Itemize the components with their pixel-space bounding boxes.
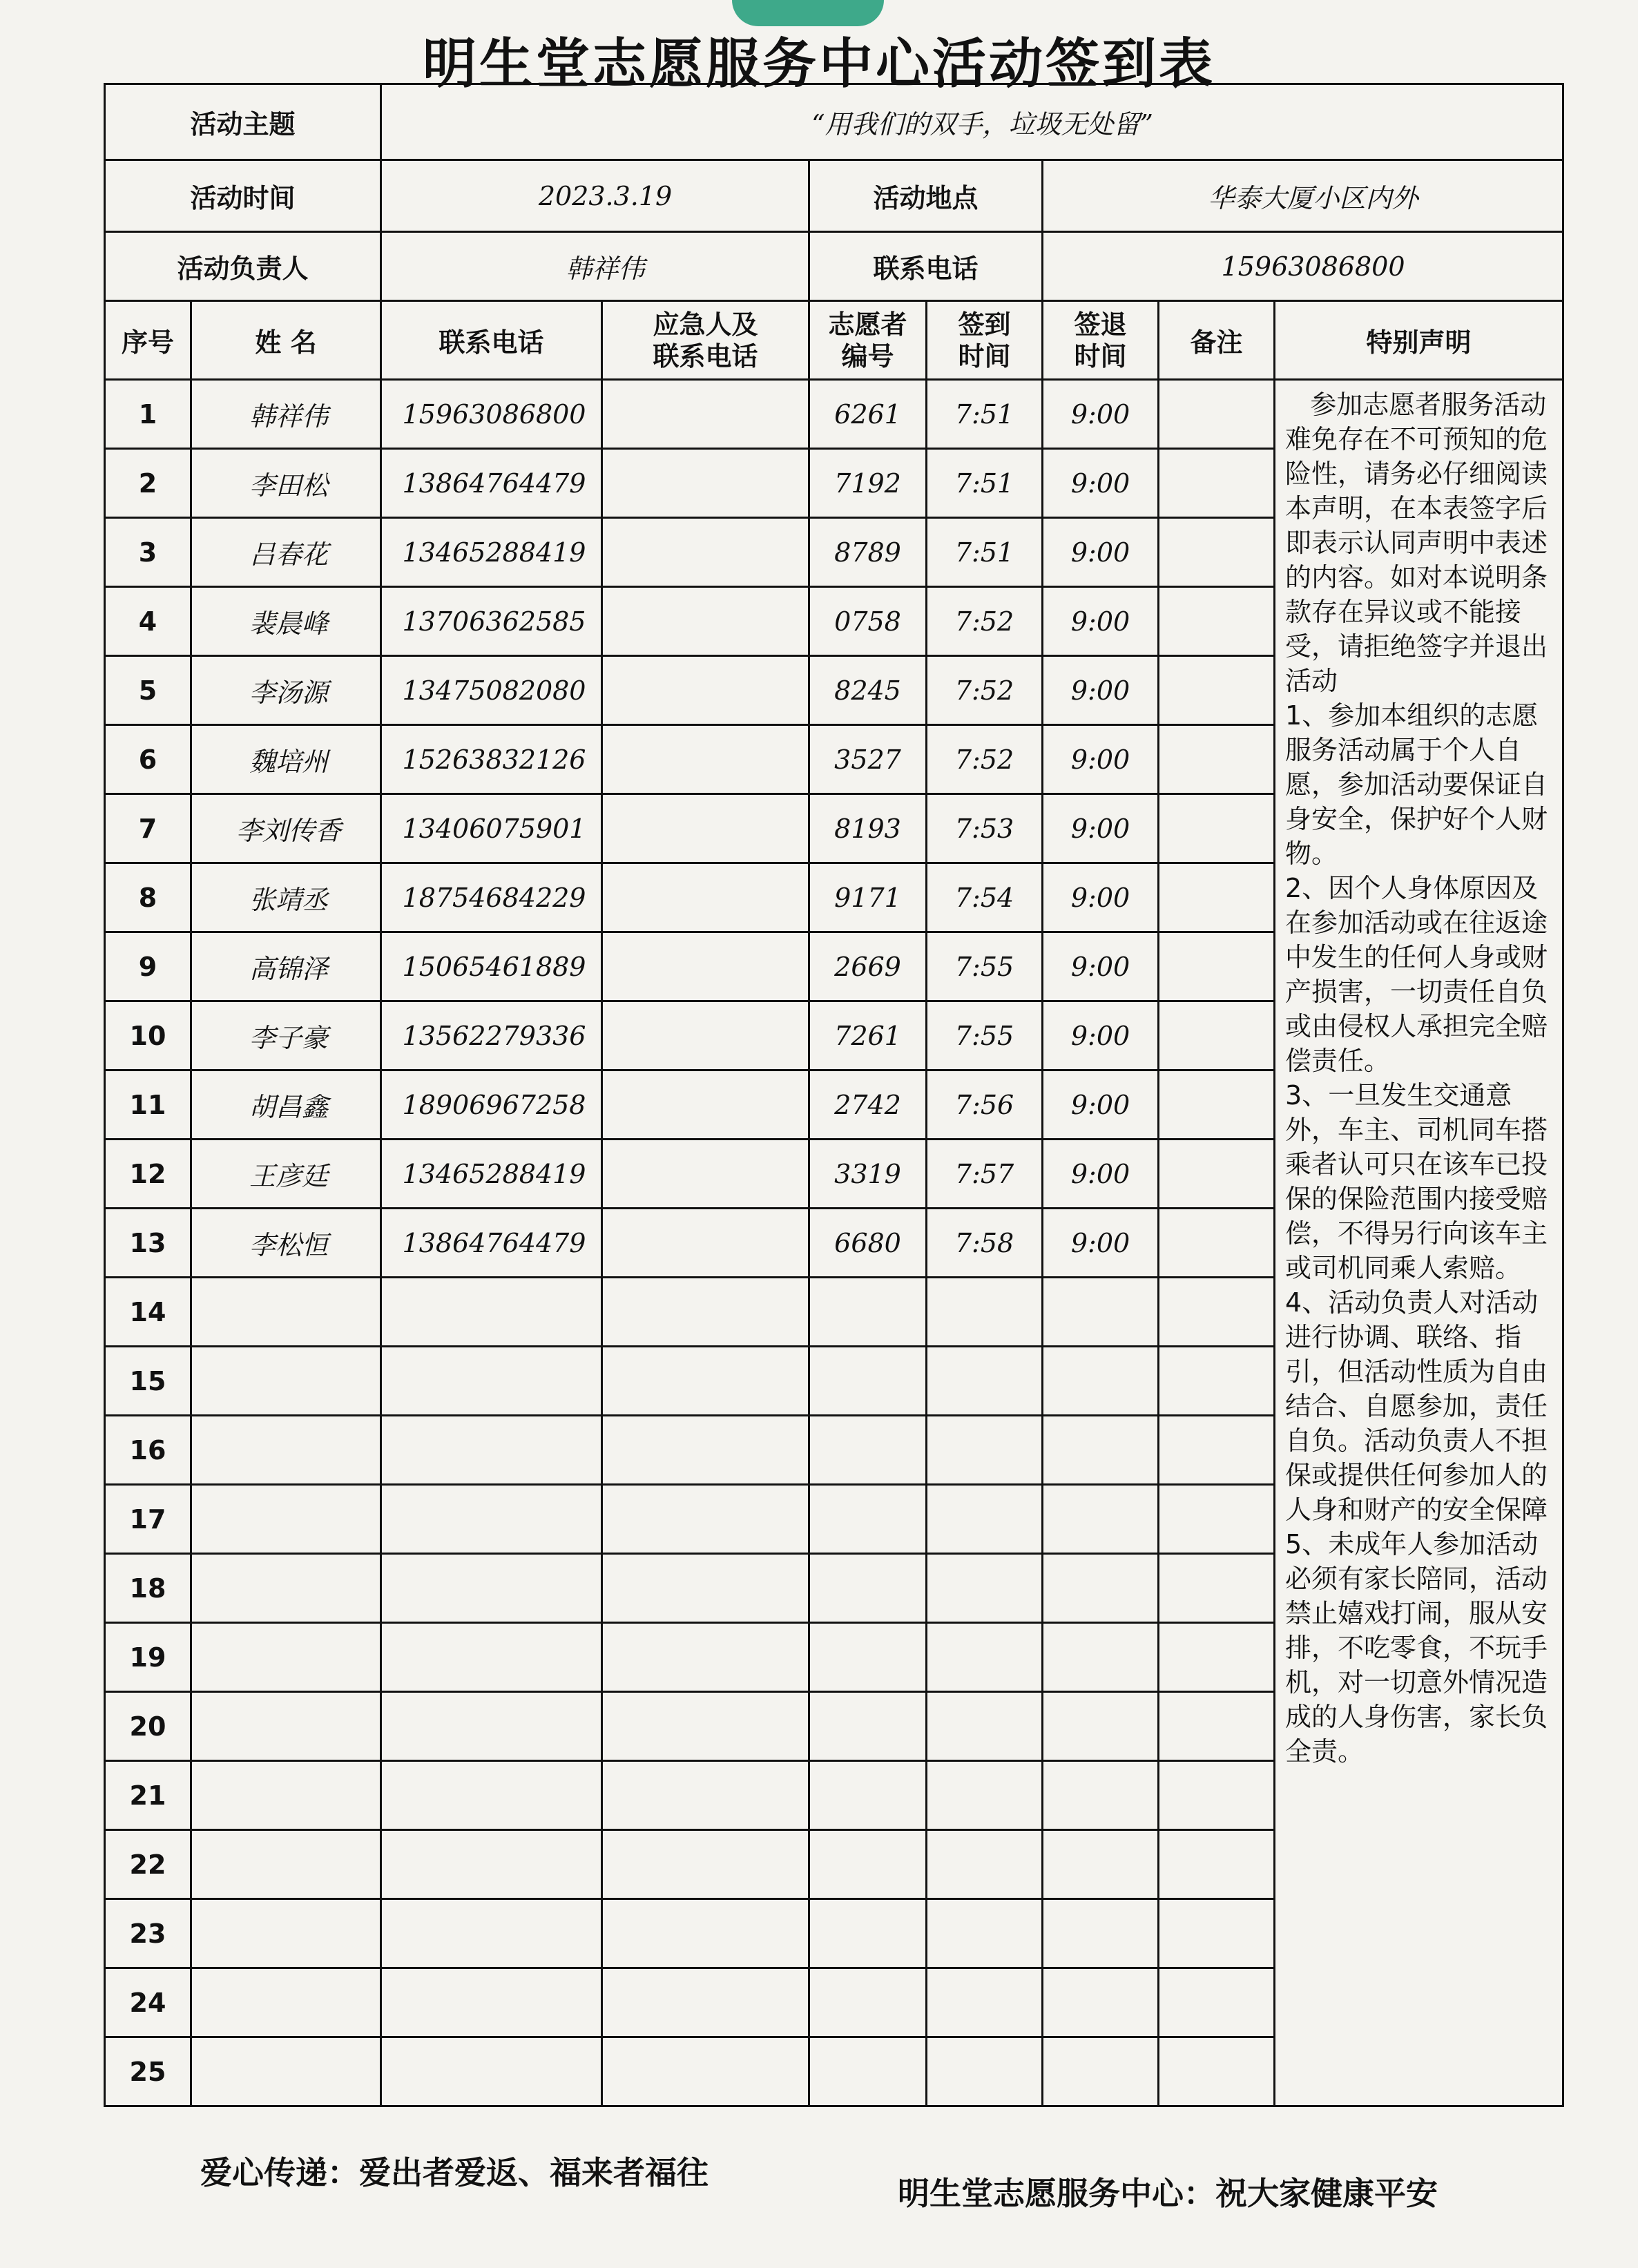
row-checkout — [1043, 1278, 1159, 1347]
row-checkout — [1043, 1830, 1159, 1899]
row-checkout: 9:00 — [1043, 725, 1159, 794]
col-header-remark: 备注 — [1159, 301, 1275, 380]
row-emergency — [602, 1209, 809, 1278]
col-header-volunteer-no: 志愿者 编号 — [809, 301, 927, 380]
row-remark — [1159, 794, 1275, 863]
row-checkin: 7:56 — [927, 1070, 1043, 1140]
row-name: 胡昌鑫 — [191, 1070, 381, 1140]
row-checkin: 7:55 — [927, 932, 1043, 1001]
row-volunteer-no — [809, 1416, 927, 1485]
row-checkout: 9:00 — [1043, 449, 1159, 518]
row-checkout: 9:00 — [1043, 1140, 1159, 1209]
row-remark — [1159, 380, 1275, 449]
table-row — [105, 380, 1563, 449]
row-checkin: 7:54 — [927, 863, 1043, 932]
row-phone — [381, 1761, 602, 1830]
row-volunteer-no: 2742 — [809, 1070, 927, 1140]
row-number: 18 — [105, 1554, 191, 1623]
row-phone — [381, 1692, 602, 1761]
row-remark — [1159, 1623, 1275, 1692]
row-volunteer-no: 2669 — [809, 932, 927, 1001]
row-remark — [1159, 449, 1275, 518]
row-number: 4 — [105, 587, 191, 656]
row-volunteer-no — [809, 1692, 927, 1761]
leader-phone-label: 联系电话 — [809, 232, 1043, 301]
row-emergency — [602, 1899, 809, 1968]
row-emergency — [602, 1761, 809, 1830]
row-phone: 15963086800 — [381, 380, 602, 449]
row-number: 24 — [105, 1968, 191, 2037]
row-number: 25 — [105, 2037, 191, 2106]
row-checkout — [1043, 1347, 1159, 1416]
row-name — [191, 1830, 381, 1899]
row-number: 16 — [105, 1416, 191, 1485]
row-phone: 15065461889 — [381, 932, 602, 1001]
leader-value: 韩祥伟 — [381, 232, 809, 301]
row-name — [191, 1554, 381, 1623]
row-name: 王彦廷 — [191, 1140, 381, 1209]
row-checkin — [927, 1416, 1043, 1485]
row-emergency — [602, 1001, 809, 1070]
row-phone — [381, 1830, 602, 1899]
row-checkin: 7:51 — [927, 380, 1043, 449]
row-remark — [1159, 863, 1275, 932]
row-number: 13 — [105, 1209, 191, 1278]
row-number: 3 — [105, 518, 191, 587]
row-number: 20 — [105, 1692, 191, 1761]
row-emergency — [602, 1968, 809, 2037]
row-checkout: 9:00 — [1043, 1001, 1159, 1070]
row-checkout — [1043, 1554, 1159, 1623]
row-volunteer-no — [809, 2037, 927, 2106]
row-checkout — [1043, 1416, 1159, 1485]
row-number: 23 — [105, 1899, 191, 1968]
row-volunteer-no — [809, 1761, 927, 1830]
row-checkout — [1043, 1899, 1159, 1968]
row-number: 9 — [105, 932, 191, 1001]
row-phone: 13864764479 — [381, 449, 602, 518]
col-header-no: 序号 — [105, 301, 191, 380]
leader-label: 活动负责人 — [105, 232, 381, 301]
row-name: 李汤源 — [191, 656, 381, 725]
row-checkout: 9:00 — [1043, 518, 1159, 587]
row-name — [191, 1485, 381, 1554]
col-header-phone: 联系电话 — [381, 301, 602, 380]
row-name — [191, 1761, 381, 1830]
location-value: 华泰大厦小区内外 — [1043, 160, 1563, 232]
row-remark — [1159, 1692, 1275, 1761]
row-name — [191, 2037, 381, 2106]
row-remark — [1159, 1347, 1275, 1416]
row-remark — [1159, 1761, 1275, 1830]
row-checkout: 9:00 — [1043, 656, 1159, 725]
row-remark — [1159, 1001, 1275, 1070]
row-checkin: 7:58 — [927, 1209, 1043, 1278]
row-phone — [381, 2037, 602, 2106]
row-remark — [1159, 1554, 1275, 1623]
row-volunteer-no: 6261 — [809, 380, 927, 449]
row-volunteer-no — [809, 1830, 927, 1899]
row-emergency — [602, 518, 809, 587]
row-emergency — [602, 1623, 809, 1692]
row-number: 6 — [105, 725, 191, 794]
page-title: 明生堂志愿服务中心活动签到表 — [422, 33, 1215, 95]
row-checkout: 9:00 — [1043, 587, 1159, 656]
row-phone — [381, 1485, 602, 1554]
col-header-emergency: 应急人及 联系电话 — [602, 301, 809, 380]
row-volunteer-no: 8193 — [809, 794, 927, 863]
row-phone — [381, 1347, 602, 1416]
row-phone — [381, 1416, 602, 1485]
row-number: 19 — [105, 1623, 191, 1692]
row-phone: 13406075901 — [381, 794, 602, 863]
row-number: 22 — [105, 1830, 191, 1899]
row-emergency — [602, 725, 809, 794]
row-emergency — [602, 1416, 809, 1485]
row-checkout — [1043, 1485, 1159, 1554]
row-checkout: 9:00 — [1043, 1070, 1159, 1140]
row-phone: 13465288419 — [381, 518, 602, 587]
location-label: 活动地点 — [809, 160, 1043, 232]
row-checkin — [927, 1761, 1043, 1830]
row-checkin: 7:52 — [927, 725, 1043, 794]
row-remark — [1159, 2037, 1275, 2106]
row-number: 5 — [105, 656, 191, 725]
row-number: 2 — [105, 449, 191, 518]
theme-label: 活动主题 — [105, 84, 381, 160]
row-name — [191, 1692, 381, 1761]
row-remark — [1159, 656, 1275, 725]
row-remark — [1159, 1899, 1275, 1968]
row-name — [191, 1278, 381, 1347]
time-label: 活动时间 — [105, 160, 381, 232]
time-value: 2023.3.19 — [381, 160, 809, 232]
row-checkin — [927, 1830, 1043, 1899]
row-volunteer-no: 7192 — [809, 449, 927, 518]
row-emergency — [602, 1830, 809, 1899]
row-number: 21 — [105, 1761, 191, 1830]
footer-slogan-left: 爱心传递：爱出者爱返、福来者福往 — [200, 2154, 709, 2191]
row-checkin: 7:53 — [927, 794, 1043, 863]
row-phone: 13706362585 — [381, 587, 602, 656]
row-volunteer-no: 9171 — [809, 863, 927, 932]
col-header-declaration: 特别声明 — [1275, 301, 1563, 380]
row-emergency — [602, 932, 809, 1001]
signin-table — [104, 83, 1564, 2107]
row-number: 17 — [105, 1485, 191, 1554]
row-remark — [1159, 1140, 1275, 1209]
row-number: 15 — [105, 1347, 191, 1416]
row-remark — [1159, 518, 1275, 587]
row-name — [191, 1899, 381, 1968]
row-phone — [381, 1899, 602, 1968]
row-volunteer-no: 8789 — [809, 518, 927, 587]
row-volunteer-no — [809, 1968, 927, 2037]
row-checkin: 7:51 — [927, 518, 1043, 587]
row-remark — [1159, 1968, 1275, 2037]
row-number: 14 — [105, 1278, 191, 1347]
row-checkin: 7:52 — [927, 587, 1043, 656]
row-name — [191, 1968, 381, 2037]
row-volunteer-no — [809, 1278, 927, 1347]
row-remark — [1159, 932, 1275, 1001]
row-phone — [381, 1623, 602, 1692]
row-checkin — [927, 1347, 1043, 1416]
row-emergency — [602, 449, 809, 518]
row-emergency — [602, 1347, 809, 1416]
row-checkout — [1043, 1623, 1159, 1692]
row-remark — [1159, 1278, 1275, 1347]
row-remark — [1159, 725, 1275, 794]
row-phone — [381, 1554, 602, 1623]
row-checkout: 9:00 — [1043, 794, 1159, 863]
row-phone: 18754684229 — [381, 863, 602, 932]
row-name: 吕春花 — [191, 518, 381, 587]
row-name: 李田松 — [191, 449, 381, 518]
row-emergency — [602, 794, 809, 863]
row-phone: 13562279336 — [381, 1001, 602, 1070]
row-checkin: 7:52 — [927, 656, 1043, 725]
leader-phone-value: 15963086800 — [1043, 232, 1563, 301]
row-name: 魏培州 — [191, 725, 381, 794]
row-checkin: 7:57 — [927, 1140, 1043, 1209]
row-phone: 13475082080 — [381, 656, 602, 725]
row-volunteer-no: 8245 — [809, 656, 927, 725]
row-checkin: 7:55 — [927, 1001, 1043, 1070]
row-phone: 15263832126 — [381, 725, 602, 794]
row-emergency — [602, 2037, 809, 2106]
row-checkin — [927, 2037, 1043, 2106]
row-name: 张靖丞 — [191, 863, 381, 932]
row-number: 1 — [105, 380, 191, 449]
row-emergency — [602, 380, 809, 449]
row-phone — [381, 1968, 602, 2037]
row-number: 10 — [105, 1001, 191, 1070]
row-checkout: 9:00 — [1043, 380, 1159, 449]
row-volunteer-no: 3319 — [809, 1140, 927, 1209]
row-name — [191, 1347, 381, 1416]
row-name: 高锦泽 — [191, 932, 381, 1001]
row-remark — [1159, 587, 1275, 656]
row-volunteer-no: 7261 — [809, 1001, 927, 1070]
row-emergency — [602, 1692, 809, 1761]
row-checkin — [927, 1692, 1043, 1761]
row-number: 12 — [105, 1140, 191, 1209]
row-volunteer-no — [809, 1554, 927, 1623]
col-header-checkin: 签到 时间 — [927, 301, 1043, 380]
row-checkout — [1043, 2037, 1159, 2106]
row-phone: 18906967258 — [381, 1070, 602, 1140]
row-checkin — [927, 1485, 1043, 1554]
row-checkout: 9:00 — [1043, 932, 1159, 1001]
row-emergency — [602, 1485, 809, 1554]
row-checkout: 9:00 — [1043, 1209, 1159, 1278]
row-checkin — [927, 1899, 1043, 1968]
row-emergency — [602, 587, 809, 656]
row-emergency — [602, 656, 809, 725]
row-emergency — [602, 1140, 809, 1209]
row-number: 8 — [105, 863, 191, 932]
row-checkin — [927, 1554, 1043, 1623]
row-checkout: 9:00 — [1043, 863, 1159, 932]
row-checkout — [1043, 1968, 1159, 2037]
theme-value: “用我们的双手，垃圾无处留” — [381, 84, 1563, 160]
footer-slogan-right: 明生堂志愿服务中心：祝大家健康平安 — [898, 2175, 1438, 2212]
row-checkin: 7:51 — [927, 449, 1043, 518]
row-emergency — [602, 1070, 809, 1140]
row-volunteer-no: 0758 — [809, 587, 927, 656]
row-remark — [1159, 1830, 1275, 1899]
row-remark — [1159, 1416, 1275, 1485]
row-number: 7 — [105, 794, 191, 863]
row-emergency — [602, 863, 809, 932]
row-name: 裴晨峰 — [191, 587, 381, 656]
row-checkout — [1043, 1761, 1159, 1830]
row-name — [191, 1416, 381, 1485]
col-header-checkout: 签退 时间 — [1043, 301, 1159, 380]
row-emergency — [602, 1554, 809, 1623]
row-checkin — [927, 1968, 1043, 2037]
row-volunteer-no — [809, 1485, 927, 1554]
row-phone: 13864764479 — [381, 1209, 602, 1278]
row-checkin — [927, 1278, 1043, 1347]
row-name — [191, 1623, 381, 1692]
row-name: 李子豪 — [191, 1001, 381, 1070]
row-name: 李松恒 — [191, 1209, 381, 1278]
row-emergency — [602, 1278, 809, 1347]
row-checkin — [927, 1623, 1043, 1692]
special-declaration: 参加志愿者服务活动难免存在不可预知的危险性，请务必仔细阅读本声明，在本表签字后即表示认同声明中表述的内容。如对本说明条款存在异议或不能接受，请拒绝签字并退出活动 1、参加本组织的志愿服务活动属于个人自愿，参加活动要保证自身安全，保护好个人财物。 2、因个人身体原因及在参加活动或在往返途中发生的任何人身或财产损害，一切责任自负或由侵权人承担完全赔偿责任。 3、一旦发生交通意外，车主、司机同车搭乘者认可只在该车已投保的保险范围内接受赔偿，不得另行向该车主或司机同乘人索赔。 4、活动负责人对活动进行协调、联络、指引，但活动性质为自由结合、自愿参加，责任自负。活动负责人不担保或提供任何参加人的人身和财产的安全保障 5、未成年人参加活动必须有家长陪同，活动禁止嬉戏打闹，服从安排，不吃零食，不玩手机，对一切意外情况造成的人身伤害，家长负全责。 — [1275, 380, 1563, 2106]
row-number: 11 — [105, 1070, 191, 1140]
row-volunteer-no: 3527 — [809, 725, 927, 794]
row-remark — [1159, 1485, 1275, 1554]
row-volunteer-no: 6680 — [809, 1209, 927, 1278]
row-volunteer-no — [809, 1899, 927, 1968]
row-remark — [1159, 1209, 1275, 1278]
row-phone — [381, 1278, 602, 1347]
row-checkout — [1043, 1692, 1159, 1761]
row-volunteer-no — [809, 1623, 927, 1692]
row-remark — [1159, 1070, 1275, 1140]
row-phone: 13465288419 — [381, 1140, 602, 1209]
row-name: 韩祥伟 — [191, 380, 381, 449]
row-name: 李刘传香 — [191, 794, 381, 863]
row-volunteer-no — [809, 1347, 927, 1416]
col-header-name: 姓 名 — [191, 301, 381, 380]
